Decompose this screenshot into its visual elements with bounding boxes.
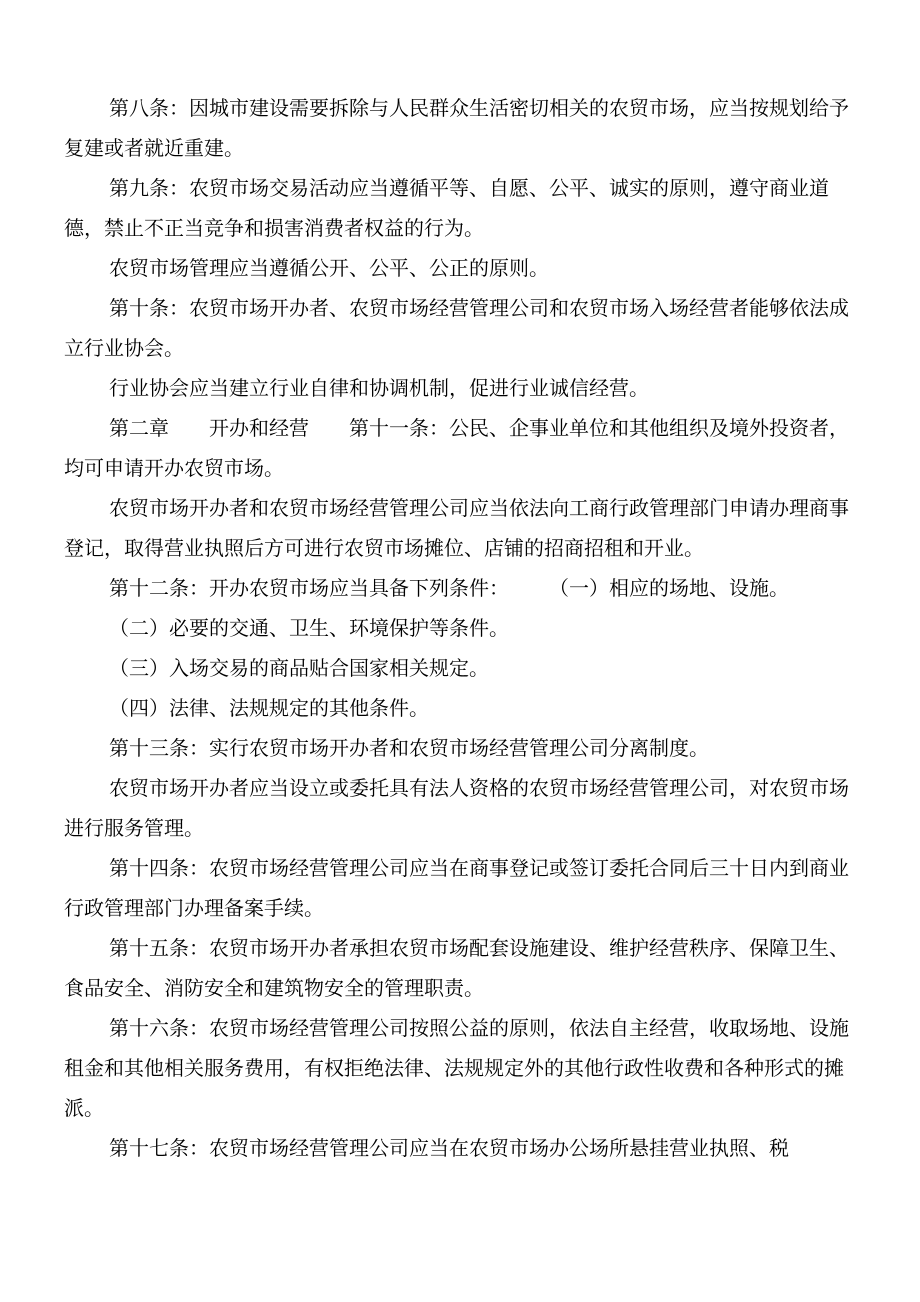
paragraph-business-registration: 农贸市场开办者和农贸市场经营管理公司应当依法向工商行政管理部门申请办理商事登记，取得营业执照后方可进行农贸市场摊位、店铺的招商招租和开业。 — [64, 496, 849, 560]
document-body — [64, 88, 859, 1168]
paragraph-article-12: 第十二条：开办农贸市场应当具备下列条件： （一）相应的场地、设施。 — [109, 576, 789, 600]
paragraph-industry-association: 行业协会应当建立行业自律和协调机制，促进行业诚信经营。 — [109, 376, 649, 400]
paragraph-article-14: 第十四条：农贸市场经营管理公司应当在商事登记或签订委托合同后三十日内到商业行政管理部门办理备案手续。 — [64, 856, 849, 920]
paragraph-market-management-principle: 农贸市场管理应当遵循公开、公平、公正的原则。 — [109, 256, 549, 280]
paragraph-article-13: 第十三条：实行农贸市场开办者和农贸市场经营管理公司分离制度。 — [109, 736, 709, 760]
paragraph-article-8: 第八条：因城市建设需要拆除与人民群众生活密切相关的农贸市场，应当按规划给予复建或者就近重建。 — [64, 96, 849, 160]
paragraph-condition-3: （三）入场交易的商品贴合国家相关规定。 — [109, 656, 489, 680]
paragraph-article-17: 第十七条：农贸市场经营管理公司应当在农贸市场办公场所悬挂营业执照、税 — [109, 1136, 789, 1160]
paragraph-article-15: 第十五条：农贸市场开办者承担农贸市场配套设施建设、维护经营秩序、保障卫生、食品安全、消防安全和建筑物安全的管理职责。 — [64, 936, 849, 1000]
paragraph-article-9: 第九条：农贸市场交易活动应当遵循平等、自愿、公平、诚实的原则，遵守商业道德，禁止不正当竞争和损害消费者权益的行为。 — [64, 176, 829, 240]
paragraph-article-10: 第十条：农贸市场开办者、农贸市场经营管理公司和农贸市场入场经营者能够依法成立行业协会。 — [64, 296, 849, 360]
paragraph-condition-4: （四）法律、法规规定的其他条件。 — [109, 696, 429, 720]
paragraph-condition-2: （二）必要的交通、卫生、环境保护等条件。 — [109, 616, 509, 640]
paragraph-article-16: 第十六条：农贸市场经营管理公司按照公益的原则，依法自主经营，收取场地、设施租金和其他相关服务费用，有权拒绝法律、法规规定外的其他行政性收费和各种形式的摊派。 — [64, 1016, 849, 1120]
paragraph-chapter-2-article-11: 第二章 开办和经营 第十一条：公民、企事业单位和其他组织及境外投资者，均可申请开办农贸市场。 — [64, 416, 849, 480]
paragraph-management-company: 农贸市场开办者应当设立或委托具有法人资格的农贸市场经营管理公司，对农贸市场进行服务管理。 — [64, 776, 849, 840]
